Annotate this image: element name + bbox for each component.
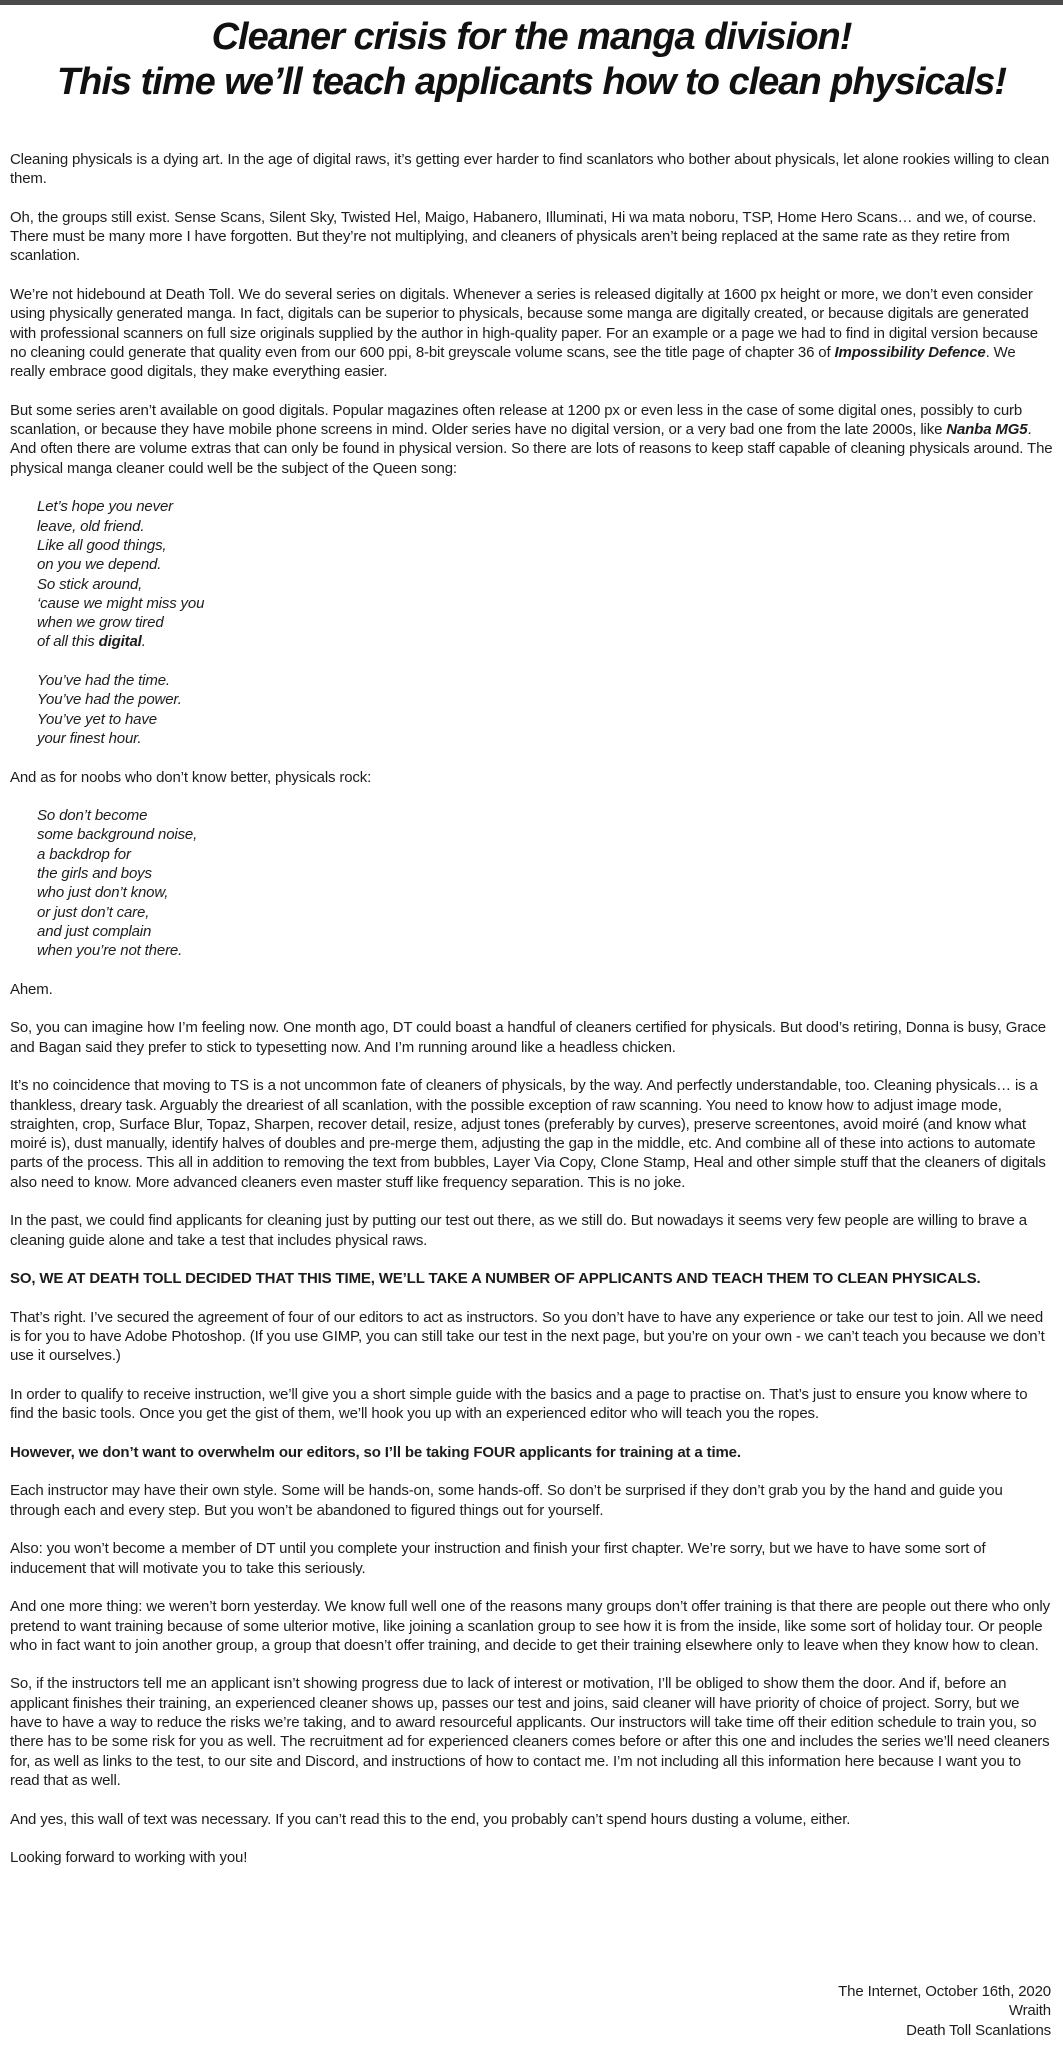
poem-line	[37, 632, 1053, 651]
paragraph	[10, 208, 1053, 266]
text-run: a backdrop for	[37, 845, 131, 863]
paragraph	[10, 401, 1053, 478]
signature-author-line: Wraith	[1008, 2002, 1051, 2020]
poem-line	[37, 575, 1053, 594]
text-run: ‘cause we might miss you	[37, 594, 205, 612]
poem-line	[37, 729, 1053, 748]
poem-line	[37, 536, 1053, 555]
poem-line	[37, 806, 1053, 825]
poem-line	[37, 710, 1053, 729]
paragraph	[10, 1385, 1053, 1424]
text-run: who just don’t know,	[37, 884, 169, 902]
paragraph	[10, 150, 1053, 189]
text-run: of all this	[37, 633, 99, 651]
signature-group-line: Death Toll Scanlations	[906, 2021, 1051, 2039]
paragraph	[10, 1018, 1053, 1057]
document-page	[0, 5, 1063, 2048]
poem-line	[37, 613, 1053, 632]
poem-line	[37, 941, 1053, 960]
paragraph	[10, 1674, 1053, 1790]
text-run: And yes, this wall of text was necessary. If you can’t read this to the end, you probably can’t spend hours dusting a volume, either.	[10, 1810, 851, 1828]
paragraph	[10, 1539, 1053, 1578]
text-run: So stick around,	[37, 575, 143, 593]
text-run: But some series aren’t available on good digitals. Popular magazines often release at 1200 px or even less in the case of some digital ones, possibly to curb scanlation, or because they have mobile phone screens in mind. Older series have no digital version, or a very bad one from the late 2000s, like	[10, 401, 1023, 439]
text-run: some background noise,	[37, 826, 198, 844]
text-run: Oh, the groups still exist. Sense Scans, Silent Sky, Twisted Hel, Maigo, Habanero, Illuminati, Hi wa mata noboru, TSP, Home Hero Scans… and we, of course. There must be many more I have forgotten. But they’re not multiplying, and cleaners of physicals aren’t being replaced at the same rate as they retire from scanlation.	[10, 208, 1037, 265]
paragraph	[10, 1211, 1053, 1250]
text-run: your finest hour.	[37, 729, 142, 747]
signature	[838, 1982, 1051, 2040]
poem-line	[37, 497, 1053, 516]
document-body	[10, 150, 1053, 1867]
poem-stanza	[37, 497, 1053, 651]
text-run: And one more thing: we weren’t born yesterday. We know full well one of the reasons many groups don’t offer training is that there are people out there who only pretend to want training because of some ulterior motive, like joining a scanlation group to see how it is from the inside, like some sort of holiday tour. Or people who in fact want to join another group, a group that doesn’t offer training, and decide to get their training elsewhere only to leave when they know how to clean.	[10, 1598, 1050, 1654]
signature-date-line: The Internet, October 16th, 2020	[838, 1983, 1051, 2001]
text-run: .	[141, 633, 146, 651]
text-run: leave, old friend.	[37, 517, 145, 535]
text-run: Cleaning physicals is a dying art. In the age of digital raws, it’s getting ever harder to find scanlators who bother about physicals, let alone rookies willing to clean them.	[10, 151, 1050, 188]
text-run: You’ve had the time.	[37, 672, 170, 690]
paragraph	[10, 1076, 1053, 1192]
text-run: digital	[98, 633, 142, 651]
text-run: Also: you won’t become a member of DT until you complete your instruction and finish your first chapter. We’re sorry, but we have to have some sort of inducement that will motivate you to take this seriously.	[10, 1540, 986, 1577]
text-run: So don’t become	[37, 807, 148, 825]
text-run: You’ve had the power.	[37, 691, 182, 709]
text-run: We’re not hidebound at Death Toll. We do several series on digitals. Whenever a series is released digitally at 1600 px height or more, we don’t even consider using physically generated manga. In fact, digitals can be superior to physicals, because some manga are digitally created, or because digitals are generated with professional scanners on full size originals supplied by the author in high-quality paper. For an example or a page we had to find in digital version because no cleaning could generate that quality even from our 600 ppi, 8-bit greyscale volume scans, see the title page of chapter 36 of	[10, 286, 1038, 361]
poem-line	[37, 555, 1053, 574]
poem-quote	[37, 806, 1053, 960]
text-run: So, if the instructors tell me an applicant isn’t showing progress due to lack of interest or motivation, I’ll be obliged to show them the door. And if, before an applicant finishes their training, an experienced cleaner shows up, passes our test and joins, said cleaner will have priority of choice of project. Sorry, but we have to have a way to reduce the risks we’re taking, and to award resourceful applicants. Our instructors will take time off their edition schedule to train you, so there has to be some risk for you as well. The recruitment ad for experienced cleaners comes before or after this one and includes the series we’ll need cleaners for, as well as links to the test, to our site and Discord, and instructions of how to contact me. I’m not including all this information here because I want you to read that as well.	[10, 1675, 1050, 1789]
document-title-line-1: Cleaner crisis for the manga division!	[211, 16, 852, 58]
paragraph	[10, 1810, 1053, 1829]
text-run: It’s no coincidence that moving to TS is a not uncommon fate of cleaners of physicals, by the way. And perfectly understandable, too. Cleaning physicals… is a thankless, dreary task. Arguably the dreariest of all scanlation, with the possible exception of raw scanning. You need to know how to adjust image mode, straighten, crop, Surface Blur, Topaz, Sharpen, recover detail, resize, adjust tones (preferably by curves), preserve screentones, avoid moiré (and know what moiré is), dust manually, identify halves of doubles and pre-merge them, adjusting the gap in the middle, etc. And combine all of these into actions to automate parts of the process. This all in addition to removing the text from bubbles, Layer Via Copy, Clone Stamp, Heal and other simple stuff that the cleaners of digitals also need to know. More advanced cleaners even master stuff like frequency separation. This is no joke.	[10, 1077, 1046, 1191]
poem-line	[37, 903, 1053, 922]
text-run: Ahem.	[10, 980, 53, 998]
paragraph	[10, 1481, 1053, 1520]
text-run: However, we don’t want to overwhelm our editors, so I’ll be taking FOUR applicants for training at a time.	[10, 1443, 741, 1461]
poem-line	[37, 845, 1053, 864]
poem-line	[37, 690, 1053, 709]
text-run: And as for noobs who don’t know better, physicals rock:	[10, 768, 372, 786]
text-run: In the past, we could find applicants for cleaning just by putting our test out there, as we still do. But nowadays it seems very few people are willing to brave a cleaning guide alone and take a test that includes physical raws.	[10, 1212, 1027, 1249]
poem-line	[37, 671, 1053, 690]
text-run: In order to qualify to receive instruction, we’ll give you a short simple guide with the basics and a page to practise on. That’s just to ensure you know where to find the basic tools. Once you get the gist of them, we’ll hook you up with an experienced editor who will teach you the ropes.	[10, 1386, 1028, 1423]
document-title	[10, 15, 1053, 105]
text-run: Nanba MG5	[946, 421, 1028, 439]
paragraph	[10, 980, 1053, 999]
text-run: when we grow tired	[37, 614, 164, 632]
poem-stanza	[37, 806, 1053, 960]
poem-stanza	[37, 671, 1053, 748]
document-title-line-2: This time we’ll teach applicants how to clean physicals!	[56, 61, 1007, 103]
text-run: or just don’t care,	[37, 903, 150, 921]
paragraph	[10, 1597, 1053, 1655]
text-run: when you’re not there.	[37, 942, 183, 960]
text-run: So, you can imagine how I’m feeling now. One month ago, DT could boast a handful of cleaners certified for physicals. But dood’s retiring, Donna is busy, Grace and Bagan said they prefer to stick to typesetting now. And I’m running around like a headless chicken.	[10, 1019, 1046, 1056]
poem-line	[37, 922, 1053, 941]
text-run: You’ve yet to have	[37, 710, 157, 728]
text-run: . We really embrace good digitals, they make everything easier.	[10, 343, 1016, 381]
poem-line	[37, 864, 1053, 883]
text-run: on you we depend.	[37, 556, 162, 574]
poem-line	[37, 517, 1053, 536]
text-run: Looking forward to working with you!	[10, 1849, 248, 1867]
text-run: . And often there are volume extras that can only be found in physical version. So there are lots of reasons to keep staff capable of cleaning physicals around. The physical manga cleaner could well be the subject of the Queen song:	[10, 421, 1053, 477]
poem-line	[37, 825, 1053, 844]
paragraph	[10, 1269, 1053, 1288]
poem-line	[37, 594, 1053, 613]
text-run: Each instructor may have their own style. Some will be hands-on, some hands-off. So don’t be surprised if they don’t grab you by the hand and guide you through each and every step. But you won’t be abandoned to figured things out for yourself.	[10, 1482, 1003, 1519]
poem-line	[37, 883, 1053, 902]
paragraph	[10, 768, 1053, 787]
text-run: the girls and boys	[37, 864, 152, 882]
text-run: and just complain	[37, 922, 152, 940]
paragraph	[10, 1308, 1053, 1366]
paragraph	[10, 1443, 1053, 1462]
paragraph	[10, 1848, 1053, 1867]
poem-quote	[37, 497, 1053, 748]
text-run: SO, WE AT DEATH TOLL DECIDED THAT THIS TIME, WE’LL TAKE A NUMBER OF APPLICANTS AND TEACH THEM TO CLEAN PHYSICALS.	[10, 1270, 981, 1288]
paragraph	[10, 285, 1053, 381]
text-run: Like all good things,	[37, 536, 167, 554]
text-run: That’s right. I’ve secured the agreement of four of our editors to act as instructors. So you don’t have to have any experience or take our test to join. All we need is for you to have Adobe Photoshop. (If you use GIMP, you can still take our test in the next page, but you’re on your own - we can’t teach you because we don’t use it ourselves.)	[10, 1308, 1045, 1365]
text-run: Impossibility Defence	[834, 343, 986, 361]
text-run: Let’s hope you never	[37, 498, 173, 516]
